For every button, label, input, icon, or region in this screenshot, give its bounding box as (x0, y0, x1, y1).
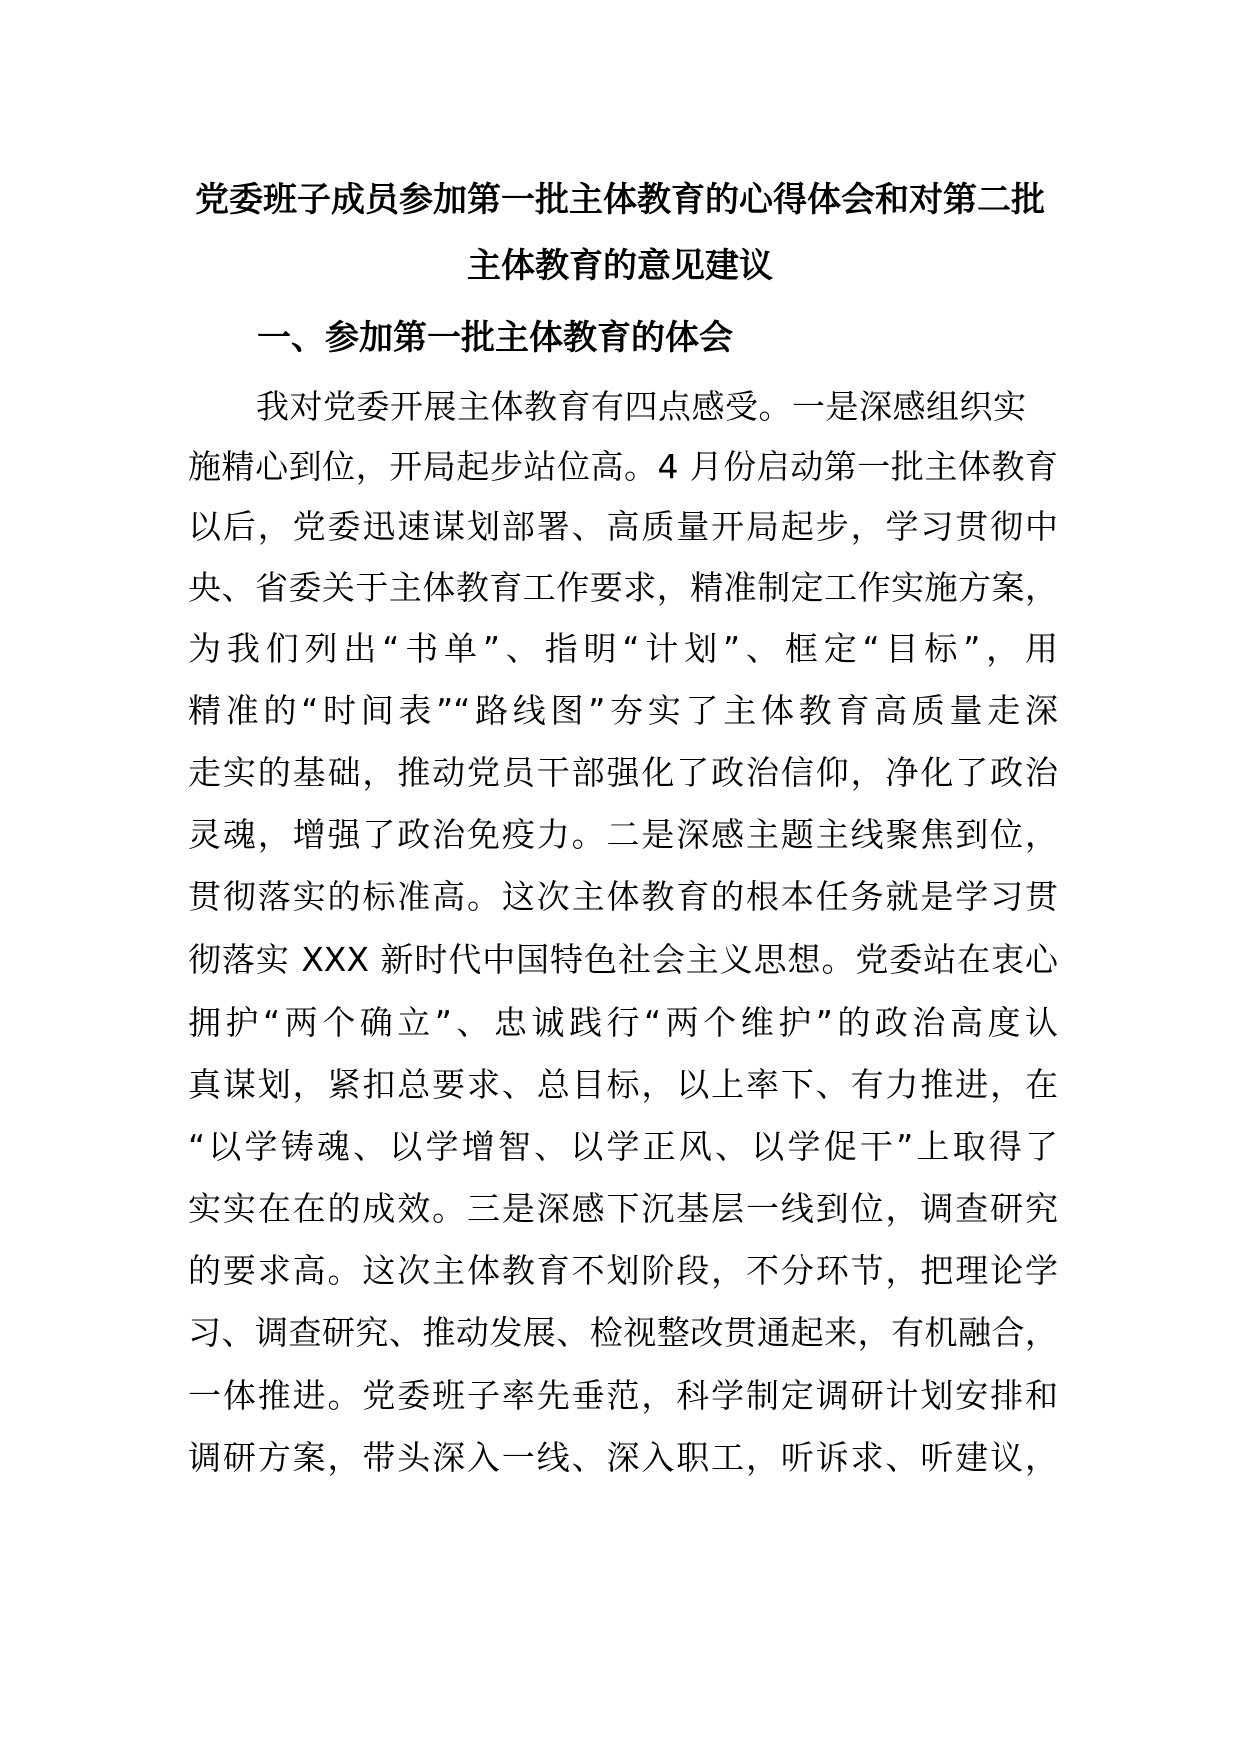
paragraph-line: 我对党委开展主体教育有四点感受。一是深感组织实 (256, 387, 1026, 426)
paragraph-line: 为我们列出“书单”、指明“计划”、框定“目标”，用 (188, 629, 1058, 668)
paragraph-line: 真谋划，紧扣总要求、总目标，以上率下、有力推进，在 (188, 1065, 1058, 1104)
paragraph-line: 彻落实 XXX 新时代中国特色社会主义思想。党委站在衷心 (188, 940, 1058, 979)
paragraph-line: 精准的“时间表”“路线图”夯实了主体教育高质量走深 (188, 691, 1058, 730)
paragraph-line: 央、省委关于主体教育工作要求，精准制定工作实施方案， (188, 568, 1058, 607)
document-title-line-1: 党委班子成员参加第一批主体教育的心得体会和对第二批 (195, 180, 1045, 220)
paragraph-line: 以后，党委迅速谋划部署、高质量开局起步，学习贯彻中 (188, 507, 1058, 546)
paragraph-line: 习、调查研究、推动发展、检视整改贯通起来，有机融合， (188, 1313, 1058, 1352)
paragraph-line: 贯彻落实的标准高。这次主体教育的根本任务就是学习贯 (188, 877, 1058, 916)
paragraph-line: 施精心到位，开局起步站位高。4 月份启动第一批主体教育 (188, 447, 1058, 486)
paragraph-line: 的要求高。这次主体教育不划阶段，不分环节，把理论学 (188, 1251, 1058, 1290)
paragraph-line: 实实在在的成效。三是深感下沉基层一线到位，调查研究 (188, 1189, 1058, 1228)
paragraph-line: “以学铸魂、以学增智、以学正风、以学促干”上取得了 (188, 1127, 1058, 1166)
paragraph-line: 调研方案，带头深入一线、深入职工，听诉求、听建议， (188, 1438, 1058, 1477)
paragraph-line: 灵魂，增强了政治免疫力。二是深感主题主线聚焦到位， (188, 815, 1058, 854)
document-title-line-2: 主体教育的意见建议 (467, 246, 773, 286)
section-heading: 一、参加第一批主体教育的体会 (257, 318, 733, 358)
paragraph-line: 走实的基础，推动党员干部强化了政治信仰，净化了政治 (188, 753, 1058, 792)
paragraph-line: 拥护“两个确立”、忠诚践行“两个维护”的政治高度认 (188, 1003, 1058, 1042)
paragraph-line: 一体推进。党委班子率先垂范，科学制定调研计划安排和 (188, 1376, 1058, 1415)
